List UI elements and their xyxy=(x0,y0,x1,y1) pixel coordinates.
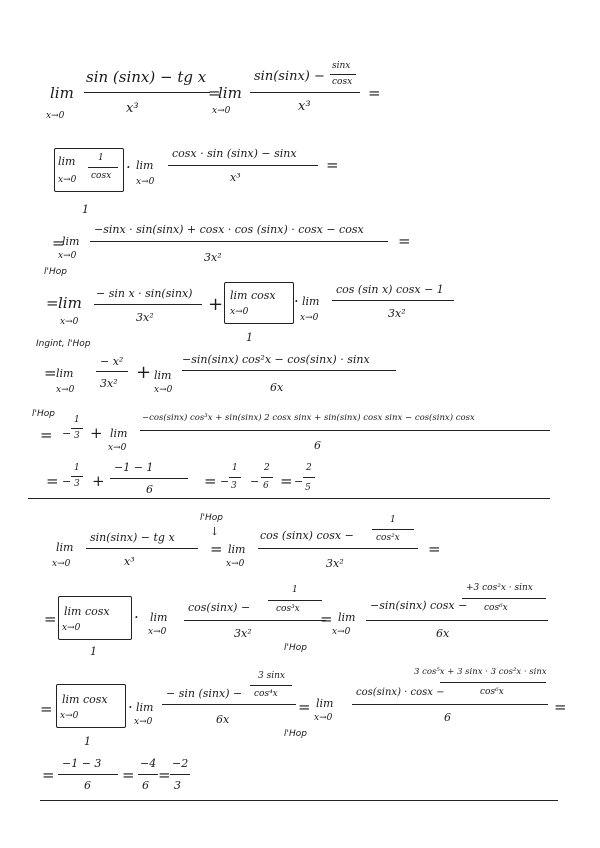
multiply-dot: · xyxy=(134,608,139,626)
limit-operator: lim cosx xyxy=(230,289,276,302)
fraction-numerator: sin(sinx) − tg x xyxy=(90,531,175,544)
fraction-numerator: sin (sinx) − tg x xyxy=(86,68,207,86)
equals-sign: = xyxy=(44,610,57,628)
plus-sign: + xyxy=(92,472,105,490)
fraction-numerator: −sin(sinx) cosx − xyxy=(370,599,468,612)
equals-sign: = xyxy=(46,472,59,490)
margin-note: l'Hop xyxy=(284,643,307,653)
fraction-bar xyxy=(110,478,188,479)
limit-subscript: x→0 xyxy=(134,717,153,727)
fraction-numerator: 2 xyxy=(306,463,312,473)
fraction-denominator: 3 xyxy=(74,479,80,489)
fraction-denominator: 6x xyxy=(270,381,284,394)
equals-sign: = xyxy=(320,610,333,628)
limit-subscript: x→0 xyxy=(108,443,127,453)
fraction-denominator: 3x² xyxy=(204,251,222,264)
underbrace-value: 1 xyxy=(246,331,253,344)
minus-sign: − xyxy=(250,475,260,488)
fraction-denominator: 6 xyxy=(263,481,269,491)
equals-sign: = xyxy=(204,472,217,490)
fraction-denominator: 6 xyxy=(146,483,153,496)
limit-subscript: x→0 xyxy=(300,313,319,323)
fraction-bar xyxy=(366,620,548,621)
limit-subscript: x→0 xyxy=(46,111,65,121)
limit-subscript: x→0 xyxy=(56,385,75,395)
inner-fraction-denominator: cos²x xyxy=(376,533,400,543)
limit-operator: lim xyxy=(58,155,76,168)
fraction-bar xyxy=(96,371,128,372)
equals-sign: = xyxy=(42,766,55,784)
limit-subscript: x→0 xyxy=(226,559,245,569)
inner-fraction-bar xyxy=(330,74,356,75)
fraction-bar xyxy=(229,477,241,478)
limit-subscript: x→0 xyxy=(154,385,173,395)
fraction-numerator: 1 xyxy=(74,415,80,425)
inner-fraction-denominator: cosx xyxy=(332,77,353,87)
multiply-dot: · xyxy=(126,158,131,176)
fraction-bar xyxy=(170,774,190,775)
multiply-dot: · xyxy=(294,292,299,310)
limit-operator: lim xyxy=(50,84,74,102)
fraction-bar xyxy=(332,300,454,301)
fraction-denominator: 3x² xyxy=(100,377,118,390)
fraction-bar xyxy=(71,428,83,429)
equals-sign: = xyxy=(210,540,223,558)
plus-sign: + xyxy=(208,294,224,315)
limit-operator: lim cosx xyxy=(64,605,110,618)
fraction-denominator: 6 xyxy=(142,779,149,792)
fraction-bar xyxy=(90,241,388,242)
equals-sign: = xyxy=(158,766,171,784)
fraction-bar xyxy=(303,477,315,478)
fraction-denominator: 6x xyxy=(436,627,450,640)
equals-sign: = xyxy=(326,156,339,174)
inner-fraction-bar xyxy=(462,598,546,599)
margin-note: l'Hop xyxy=(32,409,55,419)
down-arrow-icon: ↓ xyxy=(210,525,220,538)
fraction-bar xyxy=(261,477,273,478)
equals-sign: = xyxy=(398,232,411,250)
fraction-numerator: cos (sinx) cosx − xyxy=(260,529,354,542)
equals-sign: = xyxy=(122,766,135,784)
limit-operator: lim xyxy=(136,701,154,714)
limit-subscript: x→0 xyxy=(52,559,71,569)
fraction-bar xyxy=(140,430,550,431)
inner-fraction-denominator: cos⁶x xyxy=(484,603,508,613)
fraction-bar xyxy=(88,167,118,168)
section-divider xyxy=(40,800,558,801)
fraction-denominator: x³ xyxy=(124,555,135,568)
limit-operator: lim xyxy=(136,159,154,172)
inner-fraction-denominator: cos⁶x xyxy=(480,687,504,697)
fraction-bar xyxy=(182,370,396,371)
limit-subscript: x→0 xyxy=(212,106,231,116)
minus-sign: − xyxy=(62,427,72,440)
plus-sign: + xyxy=(90,424,103,442)
fraction-numerator: cos(sinx) · cosx − xyxy=(356,687,445,698)
fraction-numerator: − sin (sinx) − xyxy=(166,687,243,700)
fraction-bar xyxy=(84,92,210,93)
limit-subscript: x→0 xyxy=(58,175,77,185)
fraction-numerator: −cos(sinx) cos³x + sin(sinx) 2 cosx sinx + sin(sinx) cosx sinx − cos(sinx) cosx xyxy=(142,413,475,423)
fraction-bar xyxy=(352,704,548,705)
fraction-numerator: −sin(sinx) cos²x − cos(sinx) · sinx xyxy=(182,353,370,366)
fraction-denominator: x³ xyxy=(126,101,139,116)
limit-operator: lim xyxy=(302,295,320,308)
fraction-denominator: 3 xyxy=(174,779,181,792)
equals-sign: = xyxy=(554,698,567,716)
fraction-numerator: 2 xyxy=(264,463,270,473)
limit-subscript: x→0 xyxy=(62,623,81,633)
plus-sign: + xyxy=(136,362,152,383)
fraction-bar xyxy=(138,774,158,775)
fraction-bar xyxy=(162,704,296,705)
fraction-denominator: 6 xyxy=(444,711,451,724)
fraction-denominator: 3x² xyxy=(326,557,344,570)
limit-subscript: x→0 xyxy=(314,713,333,723)
fraction-numerator: cosx · sin (sinx) − sinx xyxy=(172,147,297,160)
fraction-numerator: sin(sinx) − xyxy=(254,69,325,84)
limit-operator: lim xyxy=(338,611,356,624)
fraction-denominator: 3x² xyxy=(388,307,406,320)
limit-operator: lim xyxy=(154,369,172,382)
minus-sign: − xyxy=(62,475,72,488)
limit-operator: lim cosx xyxy=(62,693,108,706)
fraction-denominator: 5 xyxy=(305,483,311,493)
limit-operator: lim xyxy=(56,367,74,380)
inner-fraction-numerator: +3 cos²x · sinx xyxy=(466,583,533,593)
boxed-limit xyxy=(56,684,126,728)
inner-fraction-bar xyxy=(250,685,292,686)
fraction-denominator: 6 xyxy=(314,439,321,452)
margin-note: l'Hop xyxy=(44,267,67,277)
fraction-numerator: 1 xyxy=(74,463,80,473)
fraction-bar xyxy=(58,774,118,775)
fraction-bar xyxy=(258,548,418,549)
fraction-numerator: −1 − 1 xyxy=(114,461,154,474)
minus-sign: − xyxy=(294,475,304,488)
limit-subscript: x→0 xyxy=(230,307,249,317)
fraction-bar xyxy=(250,92,360,93)
equals-sign: = xyxy=(40,426,53,444)
section-divider xyxy=(28,498,550,499)
limit-operator: lim xyxy=(58,294,82,312)
fraction-numerator: cos(sinx) − xyxy=(188,601,251,614)
equals-sign: = xyxy=(368,84,381,102)
equals-sign: = xyxy=(46,294,59,312)
limit-operator: lim xyxy=(56,541,74,554)
fraction-denominator: x³ xyxy=(230,171,241,184)
fraction-bar xyxy=(71,476,83,477)
limit-operator: lim xyxy=(110,427,128,440)
equals-sign: = xyxy=(280,472,293,490)
limit-operator: lim xyxy=(316,697,334,710)
fraction-numerator: − x² xyxy=(100,355,124,368)
limit-subscript: x→0 xyxy=(60,711,79,721)
equals-sign: = xyxy=(40,700,53,718)
fraction-denominator: 6x xyxy=(216,713,230,726)
limit-operator: lim xyxy=(150,611,168,624)
limit-operator: lim xyxy=(62,235,80,248)
limit-operator: lim xyxy=(228,543,246,556)
boxed-limit xyxy=(58,596,132,640)
margin-note: l'Hop xyxy=(284,729,307,739)
inner-fraction-numerator: 1 xyxy=(292,585,298,595)
equals-sign: = xyxy=(44,364,57,382)
fraction-numerator: 1 xyxy=(98,153,104,163)
fraction-bar xyxy=(184,620,326,621)
multiply-dot: · xyxy=(128,698,133,716)
limit-operator: lim xyxy=(218,84,242,102)
inner-fraction-numerator: 3 sinx xyxy=(258,671,285,681)
limit-subscript: x→0 xyxy=(60,317,79,327)
fraction-denominator: 3x² xyxy=(234,627,252,640)
inner-fraction-bar xyxy=(440,682,546,683)
underbrace-value: 1 xyxy=(90,645,97,658)
inner-fraction-denominator: cos³x xyxy=(276,604,300,614)
margin-note: Ingint, l'Hop xyxy=(36,339,91,349)
equals-sign: = xyxy=(298,698,311,716)
inner-fraction-numerator: 1 xyxy=(390,515,396,525)
fraction-denominator: 3 xyxy=(74,431,80,441)
fraction-bar xyxy=(94,304,202,305)
inner-fraction-denominator: cos⁴x xyxy=(254,689,278,699)
inner-fraction-bar xyxy=(268,600,322,601)
fraction-numerator: cos (sin x) cosx − 1 xyxy=(336,283,444,296)
equals-sign: = xyxy=(208,84,221,102)
fraction-denominator: cosx xyxy=(91,171,112,181)
fraction-denominator: 6 xyxy=(84,779,91,792)
fraction-numerator: 1 xyxy=(232,463,238,473)
limit-subscript: x→0 xyxy=(136,177,155,187)
minus-sign: − xyxy=(220,475,230,488)
fraction-numerator: −sinx · sin(sinx) + cosx · cos (sinx) · cosx − cosx xyxy=(94,223,364,236)
fraction-numerator: −1 − 3 xyxy=(62,757,102,770)
limit-subscript: x→0 xyxy=(332,627,351,637)
equals-sign: = xyxy=(428,540,441,558)
fraction-denominator: 3x² xyxy=(136,311,154,324)
fraction-numerator: − sin x · sin(sinx) xyxy=(96,287,193,300)
inner-fraction-bar xyxy=(372,529,414,530)
margin-note: l'Hop xyxy=(200,513,223,523)
underbrace-value: 1 xyxy=(84,735,91,748)
fraction-denominator: x³ xyxy=(298,99,311,114)
underbrace-value: 1 xyxy=(82,203,89,216)
limit-subscript: x→0 xyxy=(148,627,167,637)
fraction-numerator: −2 xyxy=(172,757,189,770)
fraction-denominator: 3 xyxy=(231,481,237,491)
inner-fraction-numerator: 3 cos⁵x + 3 sinx · 3 cos²x · sinx xyxy=(414,667,547,677)
inner-fraction-numerator: sinx xyxy=(332,61,351,71)
fraction-numerator: −4 xyxy=(140,757,157,770)
equals-sign: = xyxy=(52,234,65,252)
fraction-bar xyxy=(168,165,318,166)
limit-subscript: x→0 xyxy=(58,251,77,261)
fraction-bar xyxy=(86,548,198,549)
